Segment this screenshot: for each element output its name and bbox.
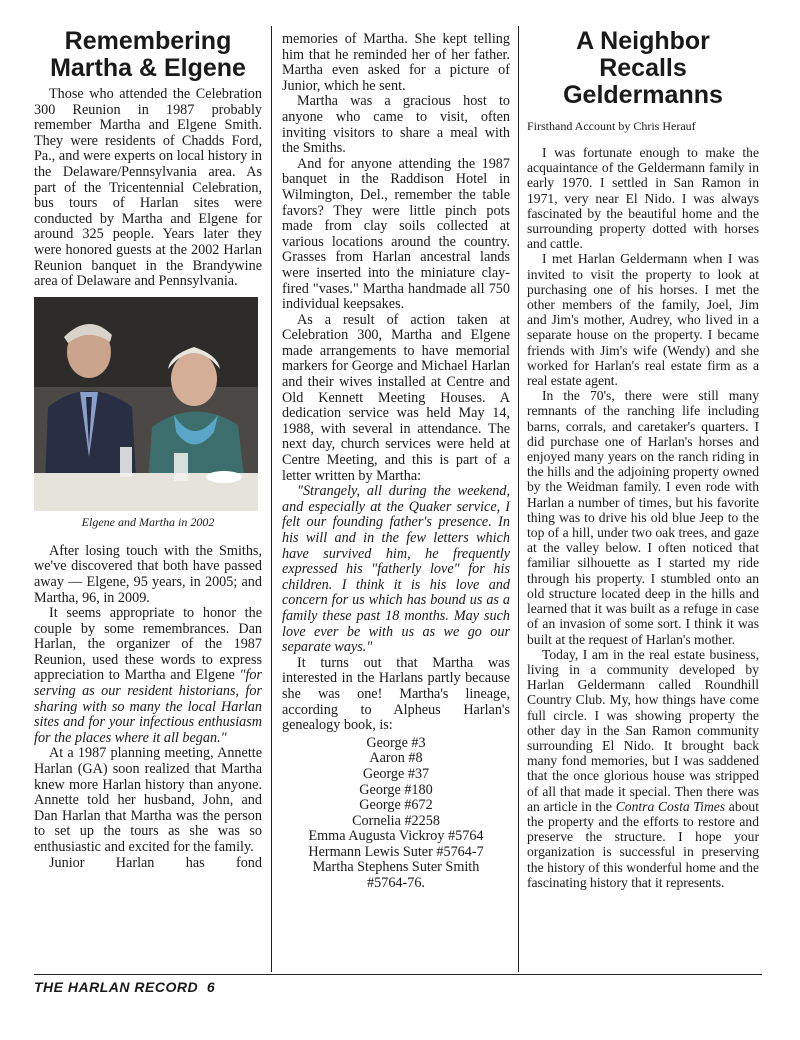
lineage-entry: George #3: [366, 734, 426, 751]
article-title-remembering: Remembering Martha & Elgene: [50, 27, 246, 82]
paragraph: Junior Harlan has fond: [49, 854, 262, 871]
paragraph-text: It seems appropriate to honor the couple by some remembrances. Dan Harlan, the organizer of the 1987 Reunion, used these words to express appreciation to Martha and Elgene: [34, 605, 262, 684]
footer-page-label: THE HARLAN RECORD 6: [34, 979, 216, 995]
paragraph-text: Today, I am in the real estate business, living in a community developed by Harlan Geldermann called Roundhill Country Club. My, how things have come full circle. I was showing property the other day in the San Ramon community surrounding El Nido. It brought back many fond memories, but I was saddened that the once glorious house was stripped of all that made it special. Then there was an article in the: [527, 646, 759, 814]
paragraph: At a 1987 planning meeting, Annette Harlan (GA) soon realized that Martha knew more Harlan history than anyone. Annette told her husband, John, and Dan Harlan that Martha was the person to set up the tours as she was so enthusiastic and excited for the family.: [34, 745, 262, 855]
paragraph: memories of Martha. She kept telling him that he reminded her of her father. Martha even asked for a picture of Junior, which he sent.: [282, 31, 510, 94]
paragraph-text: about the property and the efforts to restore and preserve the structure. I hope your organization is successful in preserving the history of this wonderful home and the fascinating history that it represents.: [527, 798, 759, 890]
photo-caption: Elgene and Martha in 2002: [81, 514, 215, 529]
lineage-entry: George #37: [362, 765, 430, 782]
paragraph: I met Harlan Geldermann when I was invited to visit the property to look at purchasing one of his horses. I met the other members of the family, Joel, Jim and Jim's mother, Audrey, who lived in a separate house on the property. I became friends with Jim's wife (Wendy) and she worked for Harlan's real estate firm as a real estate agent.: [527, 251, 759, 389]
paragraph: As a result of action taken at Celebration 300, Martha and Elgene made arrangements to have memorial markers for George and Michael Harlan and their wives installed at Centre and Old Kennett Meeting Houses. A dedication service was held May 14, 1988, with several in attendance. The next day, church services were held at Centre Meeting, and this is part of a letter written by Martha:: [282, 311, 510, 484]
lineage-entry: George #672: [359, 797, 433, 814]
paragraph: [34, 606, 262, 746]
lineage-entry: Aaron #8: [369, 750, 423, 767]
lineage-entry: George #180: [359, 781, 433, 798]
paragraph: After losing touch with the Smiths, we've discovered that both have passed away — Elgene, 95 years, in 2005; and Martha, 96, in 2009.: [34, 542, 262, 606]
paragraph: And for anyone attending the 1987 banquet in the Raddison Hotel in Wilmington, Del., remember the table favors? They were little pinch pots made from clay soils collected at various locations around the country. Grasses from Harlan ancestral lands were inserted into the miniature clay-fired "vases." Martha handmade all 750 individual keepsakes.: [282, 155, 510, 313]
paragraph: Martha was a gracious host to anyone who came to visit, often inviting visitors to share a meal with the Smiths.: [282, 93, 510, 157]
right-column: [527, 28, 759, 890]
article-title-neighbor: A Neighbor Recalls Geldermanns: [563, 27, 723, 109]
paragraph: It turns out that Martha was interested in the Harlans partly because she was one! Martha's lineage, according to Alpheus Harlan's genealogy book, is:: [282, 654, 510, 734]
column-divider-1: [271, 26, 272, 972]
quotation: "for serving as our resident historians, for sharing with so many the local Harlan sites and for your infectious enthusiasm for the places where it all began.": [34, 667, 262, 746]
footer-rule: [34, 974, 762, 975]
paragraph: [527, 647, 759, 890]
middle-column: [282, 32, 510, 892]
lineage-entry: Hermann Lewis Suter #5764-7: [308, 843, 484, 860]
lineage-entry: Martha Stephens Suter Smith: [312, 859, 480, 876]
lineage-list: [282, 736, 510, 892]
paragraph: Those who attended the Celebration 300 Reunion in 1987 probably remember Martha and Elgene Smith. They were residents of Chadds Ford, Pa., and were experts on local history in the Delaware/Pennsylvania area. As part of the Tricentennial Celebration, bus tours of Harlan sites were conducted by Martha and Elgene for around 325 people. Years later they were honored guests at the 2002 Harlan Reunion banquet in the Brandywine area of Delaware and Pennsylvania.: [34, 86, 262, 290]
byline: Firsthand Account by Chris Herauf: [527, 119, 696, 133]
photo-elgene-martha: [34, 297, 258, 511]
column-divider-2: [518, 26, 519, 972]
newspaper-name: Contra Costa Times: [615, 798, 726, 814]
letter-quote: "Strangely, all during the weekend, and especially at the Quaker service, I felt our founding father's presence. In his will and in the few letters which have survived him, he frequently expressed his "fatherly love" for his children. I think it is his love and concern for us which has bound us as a family these past 18 months. May such love ever be with us as we go our separate ways.": [282, 483, 510, 656]
lineage-entry: #5764-76.: [367, 875, 425, 892]
lineage-entry: Emma Augusta Vickroy #5764: [308, 828, 484, 845]
photo-illustration: [34, 297, 258, 511]
left-column: [34, 28, 262, 871]
lineage-entry: Cornelia #2258: [352, 812, 440, 829]
paragraph: In the 70's, there were still many remnants of the ranching life including barns, corrals, and caretaker's quarters. I did purchase one of Harlan's horses and enjoyed many years on the ranch riding in the hills and the adjoining property owned by the Weidman family. I even rode with Harlan a number of times, but his favorite thing was to drive his old blue Jeep to the top of a hill, under two oak trees, and gaze at the valley below. I often noticed that familiar silhouette as I started my ride through his property. I stumbled onto an old structure located deep in the hills and learned that it was built as a refuge in case of an invasion of some sort. I think it was built at the request of Harlan's mother.: [527, 388, 759, 647]
paragraph: I was fortunate enough to make the acquaintance of the Geldermann family in early 1970. I settled in San Ramon in 1971, very near El Nido. I was always fascinated by the beautiful home and the surrounding property dotted with horses and cattle.: [527, 145, 759, 252]
